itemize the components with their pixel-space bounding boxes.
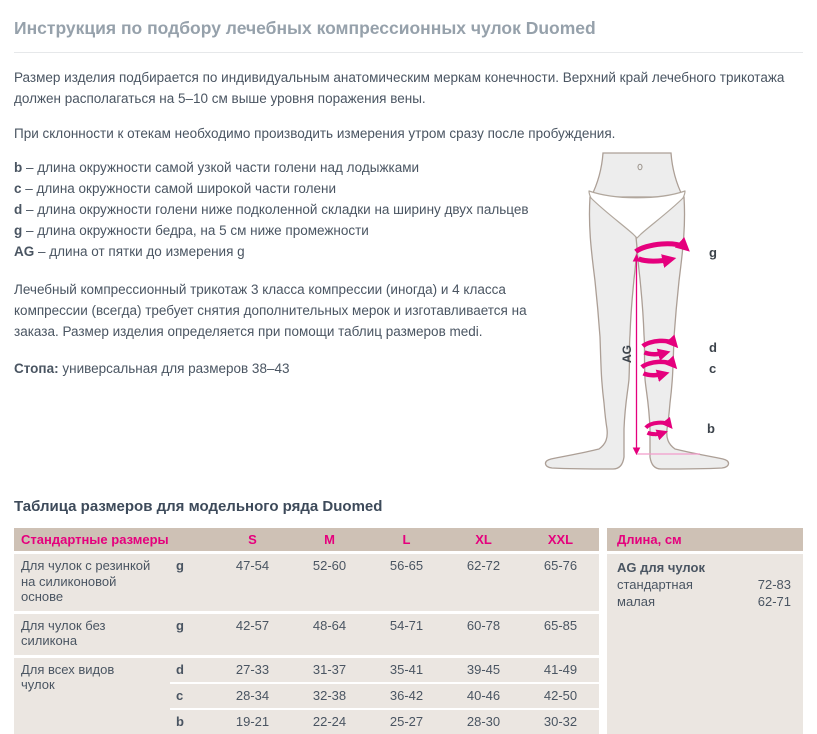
ag-entry-value: 72-83 bbox=[757, 577, 791, 592]
measurements-list bbox=[14, 157, 537, 262]
ag-entry-name: стандартная bbox=[617, 577, 693, 592]
compression-class-paragraph: Лечебный компрессионный трикотаж 3 класса компрессии (иногда) и 4 класса компрессии (всегда) требует снятия дополнительных мерок и изготавливается на заказа. Размер изделия определяется при помощи таблиц размеров medi. bbox=[14, 282, 527, 339]
cell-value: 52-60 bbox=[312, 558, 347, 573]
measurement-item-ag: AG – длина от пятки до измерения g bbox=[14, 244, 245, 259]
cell-value: 56-65 bbox=[389, 558, 424, 573]
header-size-l: L bbox=[402, 532, 411, 547]
left-leg-shape bbox=[545, 197, 638, 469]
measurement-item-d: d – длина окружности голени ниже подколенной складки на ширину двух пальцев bbox=[14, 202, 529, 217]
header-length bbox=[607, 528, 803, 551]
table-row-no-silicone bbox=[14, 614, 599, 655]
cell-value: 25-27 bbox=[389, 714, 424, 729]
header-size-xl: XL bbox=[475, 532, 492, 547]
size-table-title: Таблица размеров для модельного ряда Duomed bbox=[14, 498, 383, 515]
row-label: Для чулок без силикона bbox=[21, 617, 106, 648]
content-row bbox=[14, 157, 803, 488]
row-letter: b bbox=[176, 714, 184, 729]
row-label: Для чулок с резинкой на силиконовой основе bbox=[21, 558, 151, 604]
length-column-body bbox=[607, 554, 803, 734]
figure-label-d: d bbox=[709, 340, 717, 355]
foot-size-note: Стопа: универсальная для размеров 38–43 bbox=[14, 361, 290, 376]
ag-entry-name: малая bbox=[617, 594, 656, 609]
cell-value: 36-42 bbox=[389, 688, 424, 703]
figure-label-c: c bbox=[709, 361, 717, 376]
group-label: Для всех видов чулок bbox=[14, 658, 170, 734]
table-subrow-b bbox=[170, 710, 599, 734]
table-subrow-d bbox=[170, 658, 599, 682]
cell-value: 47-54 bbox=[235, 558, 270, 573]
cell-value: 40-46 bbox=[466, 688, 501, 703]
measurements-column bbox=[14, 157, 537, 488]
cell-value: 54-71 bbox=[389, 617, 424, 633]
leg-measurement-diagram bbox=[537, 151, 747, 488]
cell-value: 32-38 bbox=[312, 688, 347, 703]
size-table-header-row bbox=[14, 528, 599, 551]
size-table bbox=[14, 528, 803, 734]
ag-entry-small bbox=[617, 593, 791, 610]
figure-label-b: b bbox=[707, 421, 715, 436]
ag-entry-value: 62-71 bbox=[757, 594, 791, 609]
table-column-gap bbox=[599, 528, 607, 734]
header-length-label: Длина, см bbox=[617, 532, 682, 547]
measurement-item-g: g – длина окружности бедра, на 5 см ниже промежности bbox=[14, 223, 369, 238]
row-letter: d bbox=[176, 662, 184, 677]
cell-value: 19-21 bbox=[235, 714, 270, 729]
header-standard-sizes: Стандартные размеры bbox=[21, 532, 169, 547]
intro-paragraph-1: Размер изделия подбирается по индивидуальным анатомическим меркам конечности. Верхний край лечебного трикотажа должен располагаться на 5–10 см выше уровня поражения вены. bbox=[14, 70, 785, 106]
cell-value: 60-78 bbox=[466, 617, 501, 633]
legs-illustration bbox=[537, 151, 747, 483]
torso-shape bbox=[591, 153, 683, 197]
cell-value: 65-85 bbox=[543, 617, 578, 633]
cell-value: 22-24 bbox=[312, 714, 347, 729]
group-subrows bbox=[170, 658, 599, 734]
figure-label-ag: AG bbox=[620, 345, 634, 363]
cell-value: 62-72 bbox=[466, 558, 501, 573]
measurement-item-b: b – длина окружности самой узкой части голени над лодыжками bbox=[14, 160, 420, 175]
measurement-item-c: c – длина окружности самой широкой части голени bbox=[14, 181, 337, 196]
cell-value: 30-32 bbox=[543, 714, 578, 729]
table-subrow-c bbox=[170, 684, 599, 708]
cell-value: 35-41 bbox=[389, 662, 424, 677]
row-letter: g bbox=[176, 558, 184, 573]
header-size-s: S bbox=[248, 532, 257, 547]
cell-value: 42-57 bbox=[235, 617, 270, 633]
cell-value: 28-34 bbox=[235, 688, 270, 703]
row-letter: c bbox=[176, 688, 184, 703]
size-table-main bbox=[14, 528, 599, 734]
table-row-silicone bbox=[14, 554, 599, 611]
intro-paragraph-2: При склонности к отекам необходимо производить измерения утром сразу после пробуждения. bbox=[14, 126, 616, 141]
header-size-m: M bbox=[324, 532, 335, 547]
cell-value: 27-33 bbox=[235, 662, 270, 677]
ag-entry-standard bbox=[617, 576, 791, 593]
title-divider bbox=[14, 52, 803, 53]
cell-value: 28-30 bbox=[466, 714, 501, 729]
cell-value: 41-49 bbox=[543, 662, 578, 677]
cell-value: 48-64 bbox=[312, 617, 347, 633]
cell-value: 39-45 bbox=[466, 662, 501, 677]
header-size-xxl: XXL bbox=[547, 532, 574, 547]
size-table-length-column bbox=[607, 528, 803, 734]
cell-value: 65-76 bbox=[543, 558, 578, 573]
row-letter: g bbox=[176, 617, 184, 633]
cell-value: 42-50 bbox=[543, 688, 578, 703]
page-title: Инструкция по подбору лечебных компрессионных чулок Duomed bbox=[14, 18, 596, 38]
table-group-all-stockings bbox=[14, 658, 599, 734]
figure-label-g: g bbox=[709, 245, 717, 260]
cell-value: 31-37 bbox=[312, 662, 347, 677]
ag-stockings-title: AG для чулок bbox=[617, 560, 705, 575]
